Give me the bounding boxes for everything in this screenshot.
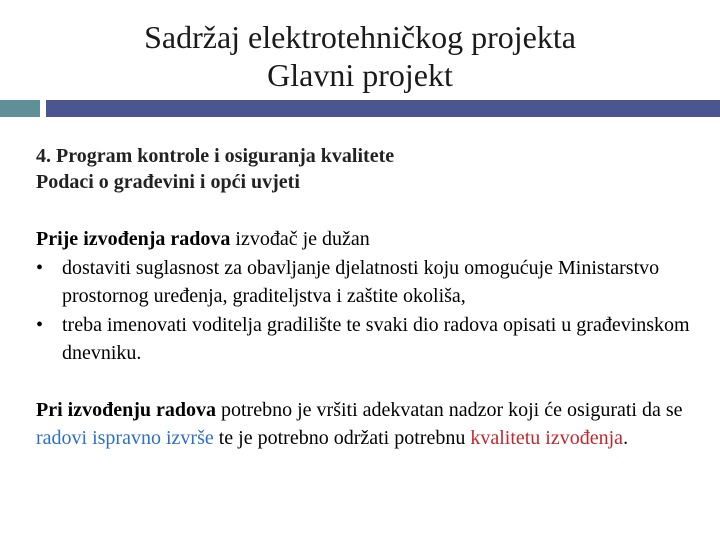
bullet-dot-icon: • <box>36 256 44 279</box>
section1-lead-bold: Prije izvođenja radova <box>36 228 231 250</box>
section2-text-1: potrebno je vršiti adekvatan nadzor koji će osigurati da se <box>216 398 683 421</box>
subheading-line-2: Podaci o građevini i opći uvjeti <box>36 171 300 193</box>
bullet-dot-icon: • <box>36 313 44 336</box>
title-line-1: Sadržaj elektrotehničkog projekta <box>144 19 576 55</box>
header-accent-bar-small <box>0 100 40 117</box>
section1-lead <box>36 225 696 254</box>
bullet-item <box>36 254 696 311</box>
slide-body <box>36 225 696 453</box>
title-line-2: Glavni projekt <box>267 57 453 93</box>
section1-lead-rest: izvođač je dužan <box>230 228 370 250</box>
bullet-text: treba imenovati voditelja gradilište te svaki dio radova opisati u građevinskom dnevniku. <box>62 313 690 364</box>
slide-title <box>0 18 720 94</box>
section2-text-3: . <box>623 427 629 449</box>
section2-text-2: te je potrebno održati potrebnu <box>213 427 471 449</box>
paragraph-spacer <box>36 368 696 396</box>
subheading-line-1: 4. Program kontrole i osiguranja kvalitete <box>36 145 395 167</box>
bullet-item <box>36 311 696 368</box>
subheading <box>36 143 394 195</box>
header-accent-bar <box>46 100 720 117</box>
section2-highlight-red: kvalitetu izvođenja <box>470 427 624 449</box>
bullet-text: dostaviti suglasnost za obavljanje djelatnosti koju omogućuje Ministarstvo prostornog uređenja, graditeljstva i zaštite okoliša, <box>62 256 660 307</box>
section2-highlight-blue: radovi ispravno izvrše <box>36 427 214 449</box>
section2-lead-bold: Pri izvođenju radova <box>36 398 216 421</box>
section2-paragraph <box>36 396 696 453</box>
